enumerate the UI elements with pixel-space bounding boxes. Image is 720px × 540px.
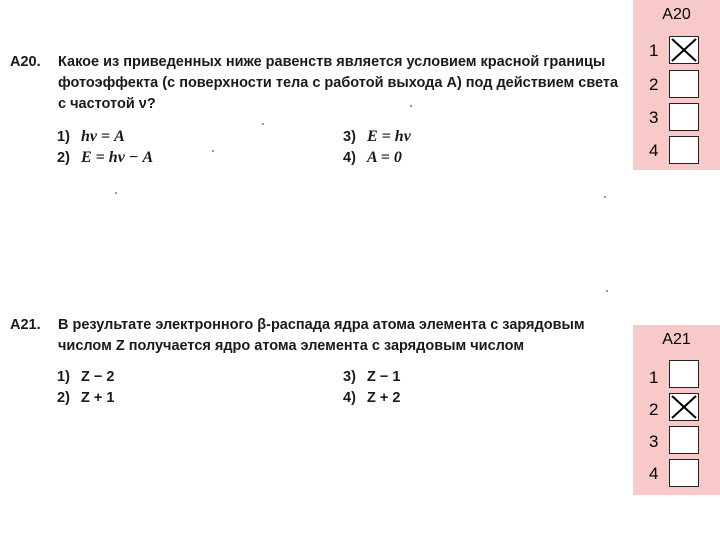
row-number: 4 — [649, 464, 659, 483]
option-a21-2[interactable]: 2) Z + 1 — [57, 390, 115, 406]
scan-speck — [262, 123, 264, 125]
option-a21-1[interactable]: 1) Z − 2 — [57, 369, 115, 385]
answer-panel-a20 — [633, 0, 720, 170]
panel-title: A20 — [662, 6, 691, 23]
answer-checkbox-a20-2[interactable] — [669, 70, 699, 98]
row-number: 3 — [649, 432, 659, 451]
row-number: 3 — [649, 108, 659, 127]
option-a20-2[interactable]: 2) E = hν − A — [57, 149, 154, 166]
answer-checkbox-a21-2[interactable] — [669, 393, 699, 421]
question-text: Какое из приведенных ниже равенств является условием красной границы фотоэффекта (с поверхности тела с работой выхода A) под действием света с частотой ν? — [58, 54, 619, 112]
scan-speck — [604, 196, 606, 198]
scan-speck — [212, 150, 214, 152]
answer-checkbox-a20-1[interactable] — [669, 36, 699, 64]
row-number: 2 — [649, 75, 659, 94]
option-a20-4[interactable]: 4) A = 0 — [343, 149, 402, 166]
row-number: 1 — [649, 41, 659, 60]
scan-speck — [410, 105, 412, 107]
answer-checkbox-a21-3[interactable] — [669, 426, 699, 454]
answer-checkbox-a21-1[interactable] — [669, 360, 699, 388]
answer-checkbox-a21-4[interactable] — [669, 459, 699, 487]
option-a20-3[interactable]: 3) E = hν — [343, 128, 411, 145]
question-a21 — [10, 315, 620, 357]
row-number: 1 — [649, 368, 659, 387]
option-a20-1[interactable]: 1) hν = A — [57, 128, 125, 145]
scan-speck — [606, 290, 608, 292]
row-number: 4 — [649, 141, 659, 160]
cross-mark-icon — [670, 37, 698, 63]
answer-checkbox-a20-3[interactable] — [669, 103, 699, 131]
scan-speck — [115, 192, 117, 194]
answer-panel-a21 — [633, 325, 720, 495]
question-a20 — [10, 52, 620, 115]
question-number: A21. — [10, 317, 41, 333]
option-a21-4[interactable]: 4) Z + 2 — [343, 390, 401, 406]
panel-title: A21 — [662, 331, 691, 348]
row-number: 2 — [649, 400, 659, 419]
question-number: A20. — [10, 54, 41, 70]
answer-checkbox-a20-4[interactable] — [669, 136, 699, 164]
cross-mark-icon — [670, 394, 698, 420]
option-a21-3[interactable]: 3) Z − 1 — [343, 369, 401, 385]
question-text: В результате электронного β-распада ядра атома элемента с зарядовым числом Z получается ядро атома элемента с зарядовым числом — [58, 317, 585, 354]
